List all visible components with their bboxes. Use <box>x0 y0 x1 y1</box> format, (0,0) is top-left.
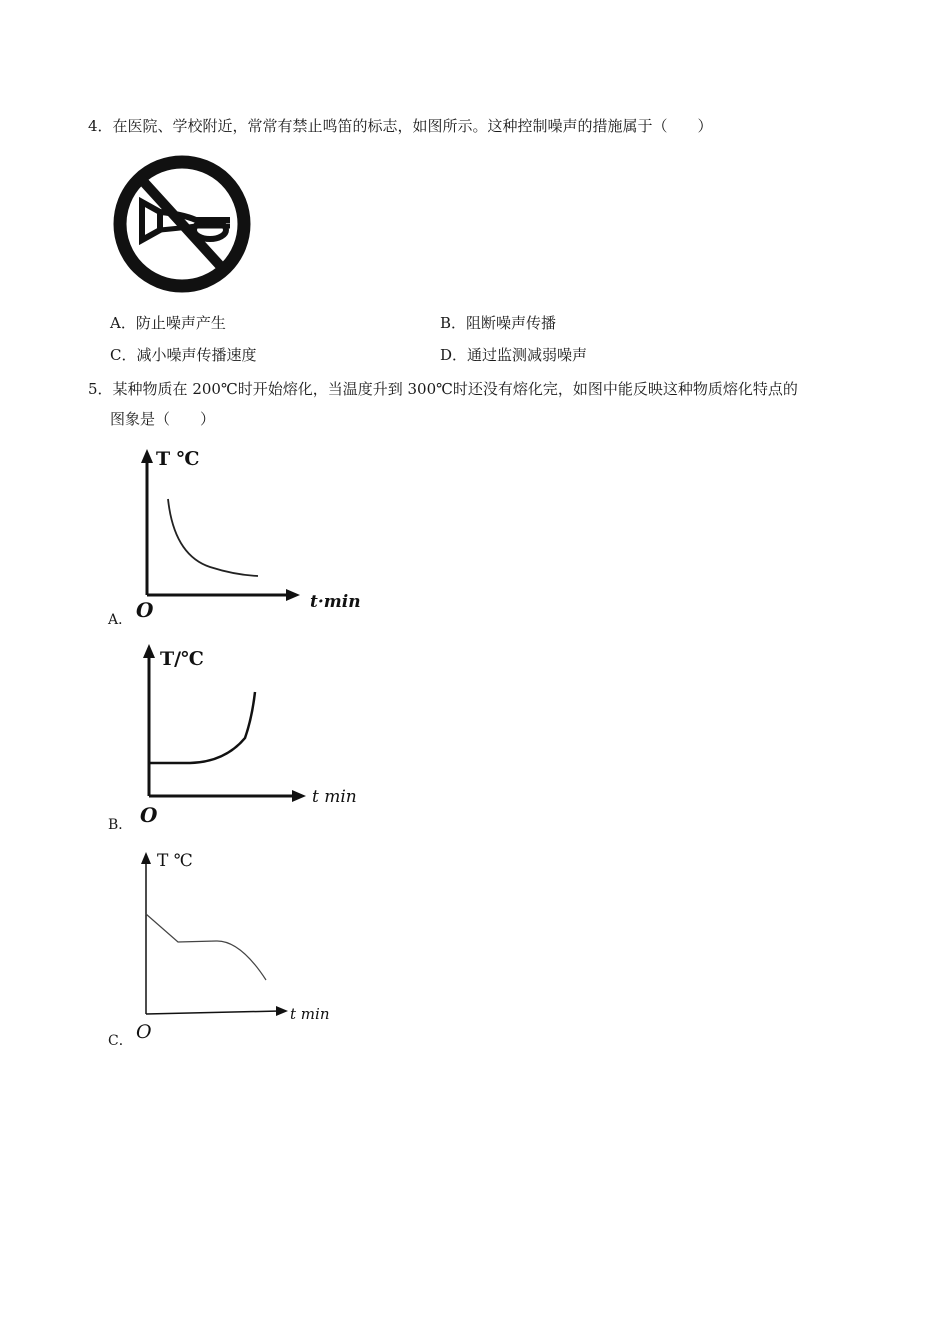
q4-option-d-text: 通过监测减弱噪声 <box>467 346 588 364</box>
q5-stem-2: 图象是（ ） <box>110 410 216 428</box>
q4-option-c-text: 减小噪声传播速度 <box>136 346 257 364</box>
graph-c-y-label: T ℃ <box>157 851 193 871</box>
graph-c-x-label: t min <box>290 1005 330 1023</box>
q4-option-a-letter: A． <box>110 314 136 332</box>
q4-number: 4． <box>88 117 113 135</box>
q4-option-b-text: 阻断噪声传播 <box>466 314 557 332</box>
graph-b-y-label: T/℃ <box>160 648 204 670</box>
graph-b-origin: O <box>140 803 158 827</box>
graph-b-line <box>149 692 255 763</box>
graph-c-curve <box>146 914 266 980</box>
q5-stem-line1 <box>88 379 798 399</box>
q5-number: 5． <box>88 380 113 398</box>
q4-option-d <box>440 345 587 365</box>
q4-option-b-letter: B． <box>440 314 467 332</box>
q4-option-c-letter: C． <box>110 346 137 364</box>
q4-option-a <box>110 313 226 333</box>
graph-a-x-arrow <box>286 589 300 601</box>
graph-b-x-arrow <box>292 790 306 802</box>
graph-c-origin: O <box>136 1021 152 1043</box>
graph-a-x-label: t·min <box>310 592 361 612</box>
q4-stem: 在医院、学校附近，常常有禁止鸣笛的标志，如图所示。这种控制噪声的措施属于（ ） <box>112 117 713 135</box>
graph-b-y-arrow <box>143 644 155 658</box>
graph-c-y-arrow <box>141 852 151 864</box>
graph-b-letter: B． <box>108 817 133 833</box>
q4-option-d-letter: D． <box>440 346 468 364</box>
q4-option-a-text: 防止噪声产生 <box>135 314 226 332</box>
graph-a-curve <box>168 499 258 576</box>
graph-c <box>130 848 370 1043</box>
q4-stem-line <box>88 116 713 136</box>
no-horn-sign-icon <box>112 150 252 298</box>
graph-a <box>130 445 370 622</box>
graph-b-x-label: t min <box>312 787 357 807</box>
q5-stem-line2 <box>110 409 215 429</box>
graph-b <box>130 640 370 827</box>
q5-stem-1: 某种物质在 200℃时开始熔化，当温度升到 300℃时还没有熔化完，如图中能反映这种物质熔化特点的 <box>112 380 798 398</box>
graph-c-x-axis <box>146 1011 280 1014</box>
q4-option-b <box>440 313 556 333</box>
graph-a-y-label: T ℃ <box>156 448 200 470</box>
graph-a-letter: A． <box>108 612 133 628</box>
q4-option-c <box>110 345 257 365</box>
graph-a-y-arrow <box>141 449 153 463</box>
graph-c-letter: C． <box>108 1033 133 1049</box>
graph-a-origin: O <box>136 598 154 622</box>
graph-b-curve <box>149 690 259 763</box>
graph-c-x-arrow <box>276 1006 288 1016</box>
